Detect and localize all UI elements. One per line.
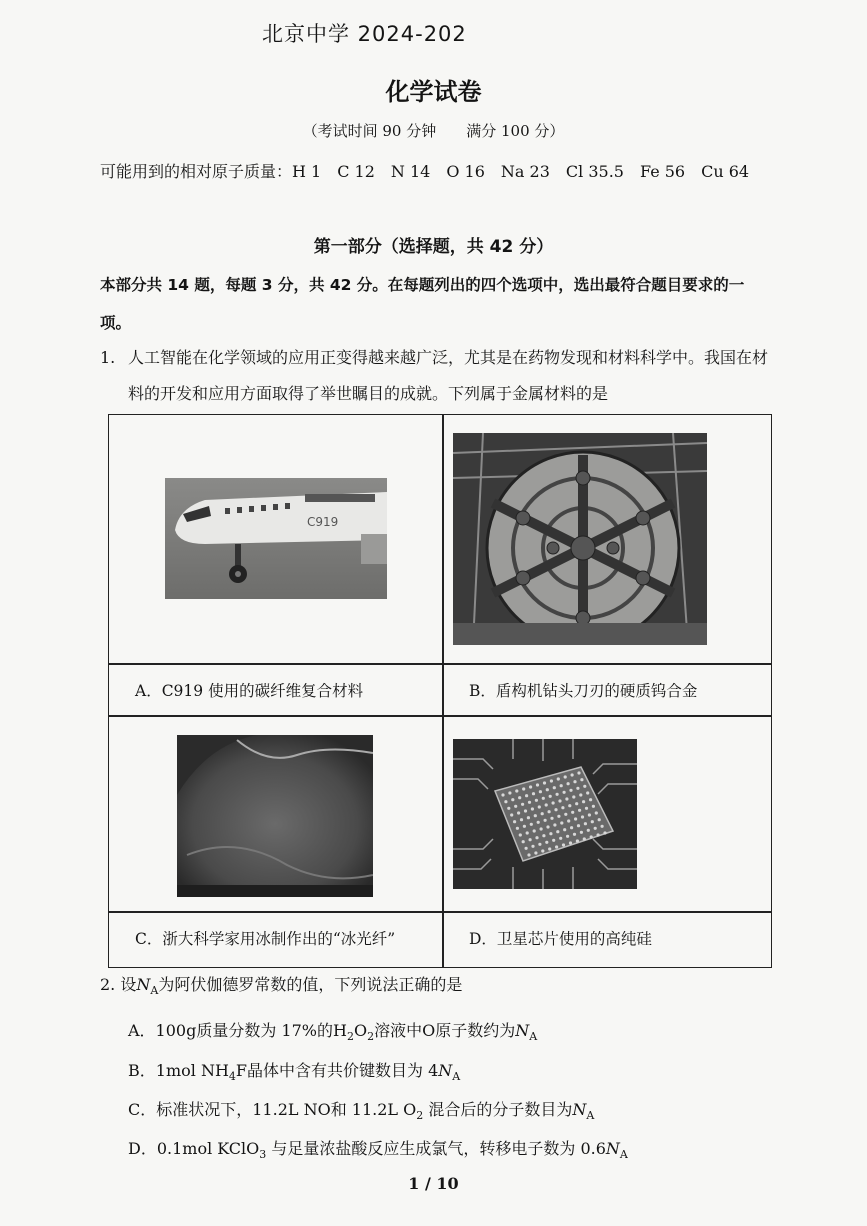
q2a-ns: A: [529, 1030, 538, 1044]
part1-instructions: 本部分共 14 题，每题 3 分，共 42 分。在每题列出的四个选项中，选出最符合题目要求的一项。: [100, 276, 745, 332]
q2c-n: N: [572, 1100, 587, 1119]
question-1-text: 人工智能在化学领域的应用正变得越来越广泛，尤其是在药物发现和材料科学中。我国在材料的开发和应用方面取得了举世瞩目的成就。下列属于金属材料的是: [128, 348, 769, 403]
q2c-t2: 混合后的分子数目为: [423, 1100, 573, 1119]
q2c-s1: 2: [416, 1109, 424, 1123]
q2d-ns: A: [619, 1148, 628, 1162]
q2a-t3: 溶液中O原子数约为: [374, 1021, 516, 1040]
atomic-masses: 可能用到的相对原子质量：H 1 C 12 N 14 O 16 Na 23 Cl 35.5 Fe 56 Cu 64: [100, 162, 750, 181]
chip-image: [453, 739, 637, 889]
school-header: 北京中学 2024-202: [262, 22, 467, 46]
q2-stem-post: 为阿伏伽德罗常数的值，下列说法正确的是: [158, 975, 463, 994]
q2d-t2: 与足量浓盐酸反应生成氯气，转移电子数为 0.6: [266, 1139, 606, 1158]
q2c-ns: A: [586, 1109, 595, 1123]
question-2-number: 2.: [100, 975, 116, 994]
q2b-t1: B．1mol NH: [128, 1061, 229, 1080]
q2a-t2: O: [353, 1021, 368, 1040]
q2a-t1: A．100g质量分数为 17%的H: [128, 1021, 347, 1040]
question-1: [100, 340, 780, 412]
question-2-option-a: [128, 1018, 537, 1043]
q2-stem-na-sub: A: [150, 984, 159, 998]
q2b-t2: F晶体中含有共价键数目为 4: [235, 1061, 439, 1080]
ice-fiber-image: [177, 735, 373, 897]
question-1-number: 1.: [100, 348, 116, 367]
option-a-caption: A．C919 使用的碳纤维复合材料: [135, 682, 364, 700]
exam-title: 化学试卷: [385, 78, 482, 106]
page-number: 1 / 10: [408, 1174, 459, 1193]
q2b-ns: A: [452, 1070, 461, 1084]
q2d-s1: 3: [259, 1148, 267, 1162]
q2d-t1: D．0.1mol KClO: [128, 1139, 260, 1158]
q2-stem-pre: 设: [120, 975, 137, 994]
option-d-caption: D．卫星芯片使用的高纯硅: [469, 930, 652, 948]
question-2-option-d: [128, 1136, 628, 1161]
tunnel-boring-machine-image: [453, 433, 707, 645]
question-2-stem: [100, 972, 462, 997]
q2b-s1: 4: [228, 1070, 236, 1084]
option-c-caption: C．浙大科学家用冰制作出的“冰光纤”: [135, 930, 396, 948]
q2a-s2: 2: [367, 1030, 375, 1044]
question-2-option-c: [128, 1097, 594, 1122]
svg-text:C919: C919: [307, 515, 339, 529]
q2-stem-na: N: [136, 975, 151, 994]
question-2-option-b: [128, 1058, 460, 1083]
q2d-n: N: [605, 1139, 620, 1158]
q2a-n: N: [515, 1021, 530, 1040]
q2c-t1: C．标准状况下，11.2L NO和 11.2L O: [128, 1100, 417, 1119]
part1-heading: 第一部分（选择题，共 42 分）: [313, 237, 554, 257]
q2b-n: N: [438, 1061, 453, 1080]
option-b-caption: B．盾构机钻头刀刃的硬质钨合金: [469, 682, 698, 700]
airplane-image: [165, 478, 387, 599]
exam-subtitle: （考试时间 90 分钟 满分 100 分）: [302, 122, 565, 140]
q2a-s1: 2: [346, 1030, 354, 1044]
question-1-options-table: [108, 414, 772, 968]
